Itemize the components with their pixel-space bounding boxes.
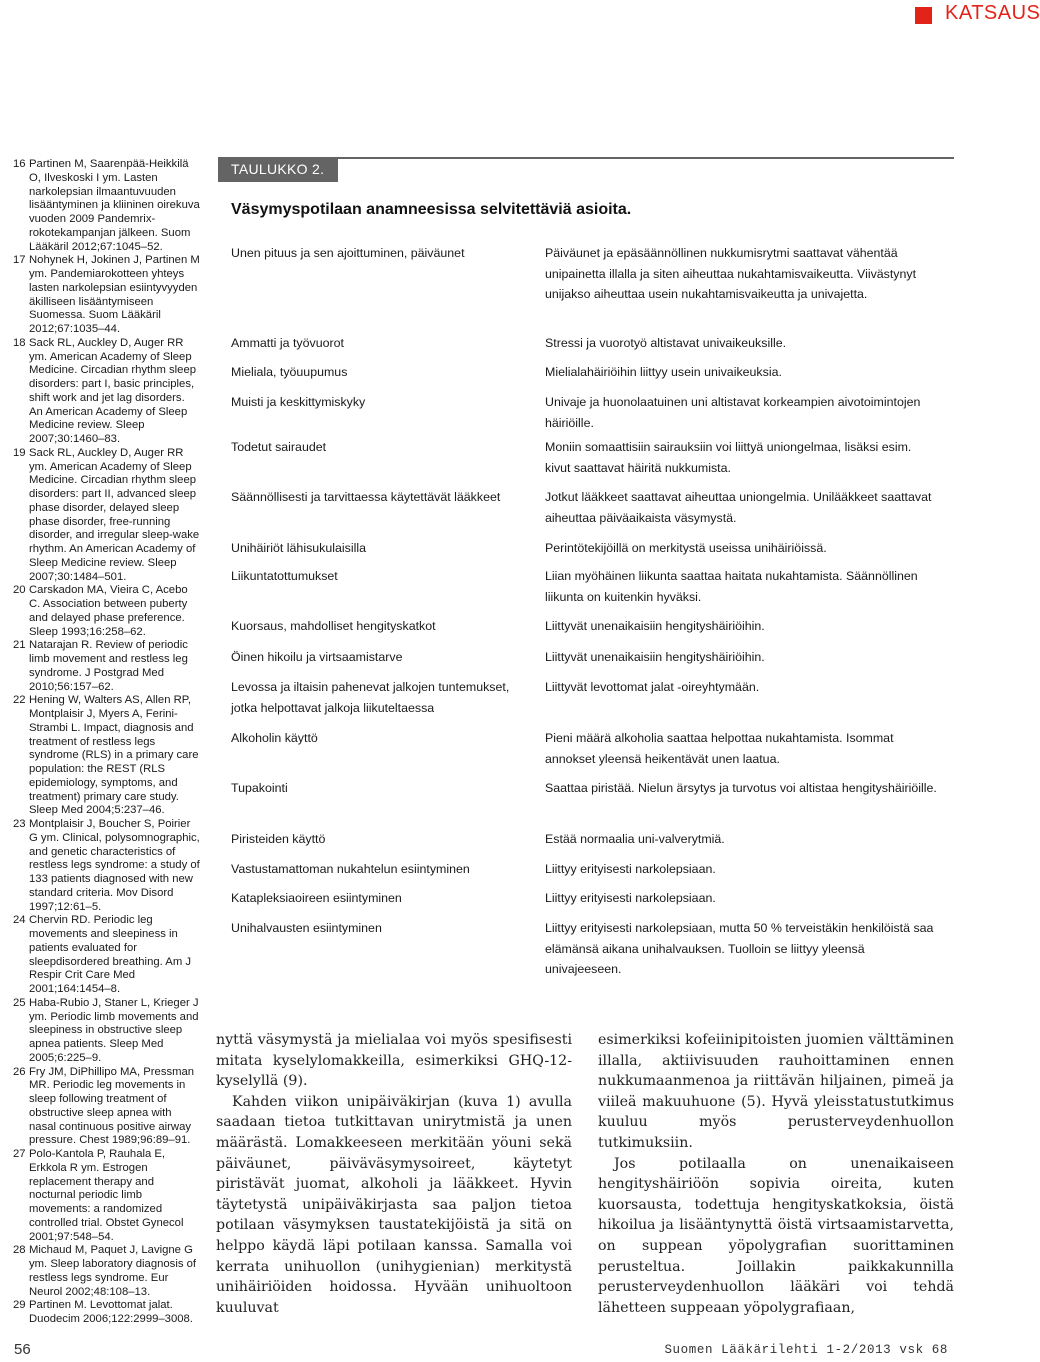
table-cell-topic: Mieliala, työuupumus: [231, 365, 348, 379]
reference-number: 17: [13, 254, 26, 267]
table-cell-explanation: Liittyy erityisesti narkolepsiaan, mutta 50 % terveistäkin henkilöistä saa elämänsä aikana unihalvauksen. Tuolloin se liittyy yleensä univajeeseen.: [545, 921, 934, 976]
table-cell-topic: Muisti ja keskittymiskyky: [231, 395, 366, 409]
table-cell-topic: Öinen hikoilu ja virtsaamistarve: [231, 650, 403, 664]
reference-text: Michaud M, Paquet J, Lavigne G ym. Sleep laboratory diagnosis of restless legs syndrome. Eur Neurol 2002;48:108–13.: [29, 1244, 197, 1298]
reference-item: [13, 997, 201, 1066]
reference-number: 21: [13, 639, 26, 652]
reference-item: [13, 447, 201, 585]
table-cell-explanation: Liittyvät unenaikaisiin hengityshäiriöihin.: [545, 650, 765, 664]
reference-item: [13, 1066, 201, 1149]
reference-number: 20: [13, 584, 26, 597]
table-cell-topic: Unihäiriöt lähisukulaisilla: [231, 541, 366, 555]
section-marker-square: [915, 7, 932, 24]
table-cell-explanation: Saattaa piristää. Nielun ärsytys ja turvotus voi altistaa hengityshäiriöille.: [545, 781, 937, 795]
reference-list: [13, 158, 201, 1327]
reference-number: 16: [13, 158, 26, 170]
page-number: 56: [14, 1341, 31, 1358]
table-cell-explanation: Päiväunet ja epäsäännöllinen nukkumisrytmi saattavat vähentää unipainetta illalla ja siten aiheuttaa nukahtamisvaikeutta. Viivästynyt unijakso aiheuttaa usein nukahtamisvaikeutta ja univajetta.: [545, 246, 917, 301]
reference-number: 29: [13, 1299, 26, 1312]
table-cell-topic: Todetut sairaudet: [231, 440, 327, 454]
table-cell-explanation: Moniin somaattisiin sairauksiin voi liittyä uniongelmaa, lisäksi esim. kivut saattavat häiritä nukkumista.: [545, 440, 912, 475]
reference-text: Fry JM, DiPhillipo MA, Pressman MR. Periodic leg movements in sleep following treatment of obstructive sleep apnea with nasal continuous positive airway pressure. Chest 1989;96:89–91.: [29, 1065, 195, 1147]
table-cell-topic: Kuorsaus, mahdolliset hengityskatkot: [231, 619, 436, 633]
reference-text: Haba-Rubio J, Staner L, Krieger J ym. Periodic limb movements and sleepiness in obstructive sleep apnea patients. Sleep Med 2005;6:225–9.: [29, 996, 199, 1064]
reference-text: Carskadon MA, Vieira C, Acebo C. Association between puberty and delayed phase preference. Sleep 1993;16:258–62.: [29, 584, 188, 638]
body-paragraph: Jos potilaalla on unenaikaiseen hengityshäiriöön sopivia oireita, kuten kuorsausta, todettuja hengityskatkoksia, öistä hikoilua ja lisääntynyttä öistä virtsaamistarvetta, on suppean yöpolygrafian suorittaminen perusteltua. Joillakin paikkakunnilla perusterveydenhuollon lääkäri voi tehdä lähetteen suppeaan yöpolygrafiaan,: [598, 1155, 954, 1316]
reference-item: [13, 584, 201, 639]
table-cell-topic: Levossa ja iltaisin pahenevat jalkojen tuntemukset, jotka helpottavat jalkoja liikuteltaessa: [231, 680, 510, 715]
table-cell-explanation: Estää normaalia uni-valverytmiä.: [545, 832, 725, 846]
table-cell-topic: Säännöllisesti ja tarvittaessa käytettävät lääkkeet: [231, 490, 501, 504]
table-cell-explanation: Liittyvät unenaikaisiin hengityshäiriöihin.: [545, 619, 765, 633]
reference-number: 19: [13, 446, 26, 459]
reference-item: [13, 337, 201, 447]
reference-item: [13, 694, 201, 818]
reference-number: 23: [13, 818, 26, 830]
reference-text: Montplaisir J, Boucher S, Poirier G ym. Clinical, polysomnographic, and genetic characteristics of restless legs syndrome: a study of 133 patients diagnosed with new standard criteria. Mov Disord 1997;12:61–5.: [29, 818, 200, 913]
reference-number: 26: [13, 1065, 26, 1078]
reference-item: [13, 158, 201, 254]
reference-number: 28: [13, 1244, 26, 1257]
table-cell-topic: Tupakointi: [231, 781, 288, 795]
body-column-right: [598, 1030, 954, 1318]
reference-number: 18: [13, 336, 26, 349]
reference-text: Sack RL, Auckley D, Auger RR ym. American Academy of Sleep Medicine. Circadian rhythm sleep disorders: part I, basic principles, shift work and jet lag disorders. An American Academy of Sleep Medicine review. Sleep 2007;30:1460–83.: [29, 336, 197, 445]
table-cell-explanation: Perintötekijöillä on merkitystä useissa unihäiriöissä.: [545, 541, 827, 555]
section-label: KATSAUS: [945, 2, 1040, 24]
reference-item: [13, 818, 201, 914]
reference-item: [13, 254, 201, 337]
table-cell-explanation: Liittyvät levottomat jalat -oireyhtymään.: [545, 680, 760, 694]
table-cell-topic: Unihalvausten esiintyminen: [231, 921, 382, 935]
table-cell-topic: Ammatti ja työvuorot: [231, 336, 344, 350]
reference-item: [13, 1299, 201, 1327]
table-cell-topic: Vastustamattoman nukahtelun esiintyminen: [231, 862, 470, 876]
table-cell-explanation: Stressi ja vuorotyö altistavat univaikeuksille.: [545, 336, 787, 350]
reference-number: 27: [13, 1148, 26, 1160]
body-paragraph: esimerkiksi kofeiinipitoisten juomien välttäminen illalla, aktiivisuuden rauhoittaminen ennen nukkumaanmenoa ja riittävän hiljainen, pimeä ja viileä makuuhuone (5). Hyvä yleisstatustutkimus kuuluu myös perusterveydenhuollon tutkimuksiin.: [598, 1032, 954, 1151]
reference-number: 24: [13, 914, 26, 927]
reference-text: Chervin RD. Periodic leg movements and sleepiness in patients evaluated for sleepdisordered breathing. Am J Respir Crit Care Med 2001;164:1454–8.: [29, 914, 192, 995]
reference-number: 22: [13, 694, 26, 707]
reference-number: 25: [13, 996, 26, 1009]
reference-text: Natarajan R. Review of periodic limb movement and restless leg syndrome. J Postgrad Med 2010;56:157–62.: [29, 639, 188, 693]
reference-item: [13, 1148, 201, 1244]
table-cell-topic: Alkoholin käyttö: [231, 731, 318, 745]
table-label: TAULUKKO 2.: [218, 157, 338, 182]
reference-text: Sack RL, Auckley D, Auger RR ym. American Academy of Sleep Medicine. Circadian rhythm sleep disorders: part II, advanced sleep phase disorder, delayed sleep phase disorder, free-running disorder, and irregular sleep-wake rhythm. An American Academy of Sleep Medicine review. Sleep 2007;30:1484–501.: [29, 446, 200, 583]
table-cell-topic: Katapleksiaoireen esiintyminen: [231, 891, 402, 905]
reference-item: [13, 914, 201, 997]
table-cell-explanation: Univaje ja huonolaatuinen uni altistavat korkeampien aivotoimintojen häiriöille.: [545, 395, 921, 430]
table-cell-explanation: Liian myöhäinen liikunta saattaa haitata nukahtamista. Säännöllinen liikunta on kuitenkin hyväksi.: [545, 569, 918, 604]
table-cell-explanation: Pieni määrä alkoholia saattaa helpottaa nukahtamista. Isommat annokset yleensä heikentävät unen laatua.: [545, 731, 894, 766]
journal-footer: Suomen Lääkärilehti 1-2/2013 vsk 68: [664, 1343, 948, 1357]
table-cell-topic: Liikuntatottumukset: [231, 569, 338, 583]
reference-text: Partinen M. Levottomat jalat. Duodecim 2006;122:2999–3008.: [29, 1299, 193, 1325]
table-cell-topic: Unen pituus ja sen ajoittuminen, päiväunet: [231, 246, 465, 260]
reference-text: Hening W, Walters AS, Allen RP, Montplaisir J, Myers A, Ferini-Strambi L. Impact, diagnosis and treatment of restless legs syndrome (RLS) in a primary care population: the REST (RLS epidemiology, symptoms, and treatment) primary care study. Sleep Med 2004;5:237–46.: [29, 694, 199, 817]
reference-item: [13, 639, 201, 694]
table-cell-explanation: Jotkut lääkkeet saattavat aiheuttaa uniongelmia. Unilääkkeet saattavat aiheuttaa päiväaikaista väsymystä.: [545, 490, 932, 525]
body-paragraph: nyttä väsymystä ja mielialaa voi myös spesifisesti mitata kyselylomakkeilla, esimerkiksi GHQ-12-kyselyllä (9).: [216, 1032, 572, 1090]
reference-text: Nohynek H, Jokinen J, Partinen M ym. Pandemiarokotteen yhteys lasten narkolepsian esiintyvyyden äkilliseen lisääntymiseen Suomessa. Suom Lääkäril 2012;67:1035–44.: [29, 254, 200, 335]
reference-item: [13, 1244, 201, 1299]
table-cell-explanation: Liittyy erityisesti narkolepsiaan.: [545, 862, 716, 876]
table-top-rule: [218, 157, 954, 181]
body-column-left: [216, 1030, 572, 1318]
reference-text: Polo-Kantola P, Rauhala E, Erkkola R ym. Estrogen replacement therapy and nocturnal periodic limb movements: a randomized controlled trial. Obstet Gynecol 2001;97:548–54.: [29, 1148, 184, 1243]
table-2: [218, 157, 954, 976]
table-cell-explanation: Liittyy erityisesti narkolepsiaan.: [545, 891, 716, 905]
reference-text: Partinen M, Saarenpää-Heikkilä O, Ilveskoski I ym. Lasten narkolepsian ilmaantuvuuden lisääntyminen ja kliininen oirekuva vuoden 2009 Pandemrix-rokotekampanjan jälkeen. Suom Lääkäril 2012;67:1045–52.: [29, 158, 200, 253]
table-cell-explanation: Mielialahäiriöihin liittyy usein univaikeuksia.: [545, 365, 782, 379]
table-cell-topic: Piristeiden käyttö: [231, 832, 326, 846]
body-paragraph: Kahden viikon unipäiväkirjan (kuva 1) avulla saadaan tietoa tutkittavan unirytmistä ja unen määrästä. Lomakkeeseen merkitään yöuni sekä päiväunet, päiväväsymysoireet, käytetyt piristävät juomat, alkoholi ja lääkkeet. Hyvin täytetystä unipäiväkirjasta saa paljon tietoa potilaan väsymyksen taustatekijöistä ja sitä on helppo käydä läpi potilaan kanssa. Samalla voi kerrata unihuollon (unihygienian) merkitystä unihäiriöiden hoidossa. Hyvään unihuoltoon kuuluvat: [216, 1093, 572, 1316]
table-title: Väsymyspotilaan anamneesissa selvitettäviä asioita.: [231, 201, 632, 218]
